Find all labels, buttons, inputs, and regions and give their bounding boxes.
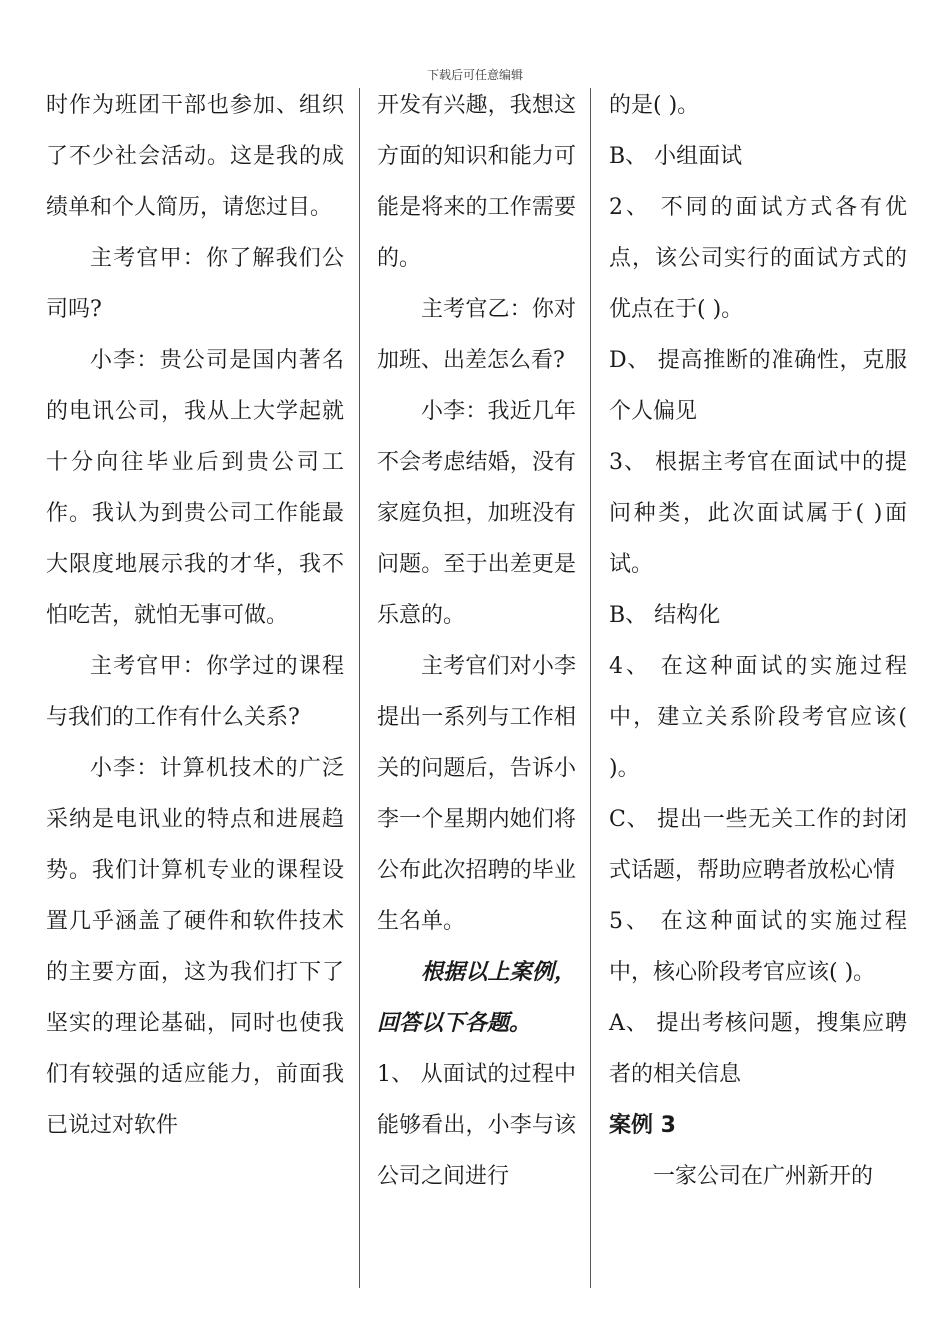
paragraph: 一家公司在广州新开的 [653, 1164, 874, 1189]
question: 3、 根据主考官在面试中的提问种类，此次面试属于( )面试。 [609, 450, 907, 577]
dialogue-examiner: 主考官乙：你对加班、出差怎么看? [377, 297, 576, 373]
answer: A、 提出考核问题，搜集应聘者的相关信息 [609, 1011, 907, 1087]
answer: B、 结构化 [609, 603, 721, 628]
paragraph: 时作为班团干部也参加、组织了不少社会活动。这是我的成绩单和个人简历，请您过目。 [46, 93, 344, 220]
answer: D、 提高推断的准确性，克服个人偏见 [609, 348, 907, 424]
answer: B、 小组面试 [609, 144, 743, 169]
dialogue-examiner: 主考官甲：你学过的课程与我们的工作有什么关系? [46, 654, 344, 730]
instruction-heading: 根据以上案例，回答以下各题。 [377, 959, 576, 1036]
column-divider [359, 88, 360, 1288]
paragraph: 主考官们对小李提出一系列与工作相关的问题后，告诉小李一个星期内她们将公布此次招聘的毕业生名单。 [377, 654, 576, 934]
case-heading: 案例 3 [609, 1113, 676, 1138]
text-column-right [609, 80, 907, 1202]
dialogue-candidate: 小李：贵公司是国内著名的电讯公司，我从上大学起就十分向往毕业后到贵公司工作。我认为到贵公司工作能最大限度地展示我的才华，我不怕吃苦，就怕无事可做。 [46, 348, 344, 628]
paragraph: 开发有兴趣，我想这方面的知识和能力可能是将来的工作需要的。 [377, 93, 576, 271]
question: 4、 在这种面试的实施过程中，建立关系阶段考官应该( )。 [609, 654, 907, 781]
question-continuation: 的是( )。 [609, 93, 700, 118]
dialogue-candidate: 小李：计算机技术的广泛采纳是电讯业的特点和进展趋势。我们计算机专业的课程设置几乎涵盖了硬件和软件技术的主要方面，这为我们打下了坚实的理论基础，同时也使我们有较强的适应能力，前面我已说过对软件 [46, 756, 344, 1138]
text-column-left [46, 80, 344, 1151]
question: 5、 在这种面试的实施过程中，核心阶段考官应该( )。 [609, 909, 907, 985]
page-header: 下载后可任意编辑 [426, 68, 523, 82]
question: 1、 从面试的过程中能够看出，小李与该公司之间进行 [377, 1062, 576, 1189]
dialogue-candidate: 小李：我近几年不会考虑结婚，没有家庭负担，加班没有问题。至于出差更是乐意的。 [377, 399, 576, 628]
column-divider [590, 88, 591, 1288]
text-column-middle [377, 80, 576, 1202]
question: 2、 不同的面试方式各有优点，该公司实行的面试方式的优点在于( )。 [609, 195, 907, 322]
dialogue-examiner: 主考官甲：你了解我们公司吗? [46, 246, 344, 322]
answer: C、 提出一些无关工作的封闭式话题，帮助应聘者放松心情 [609, 807, 907, 883]
